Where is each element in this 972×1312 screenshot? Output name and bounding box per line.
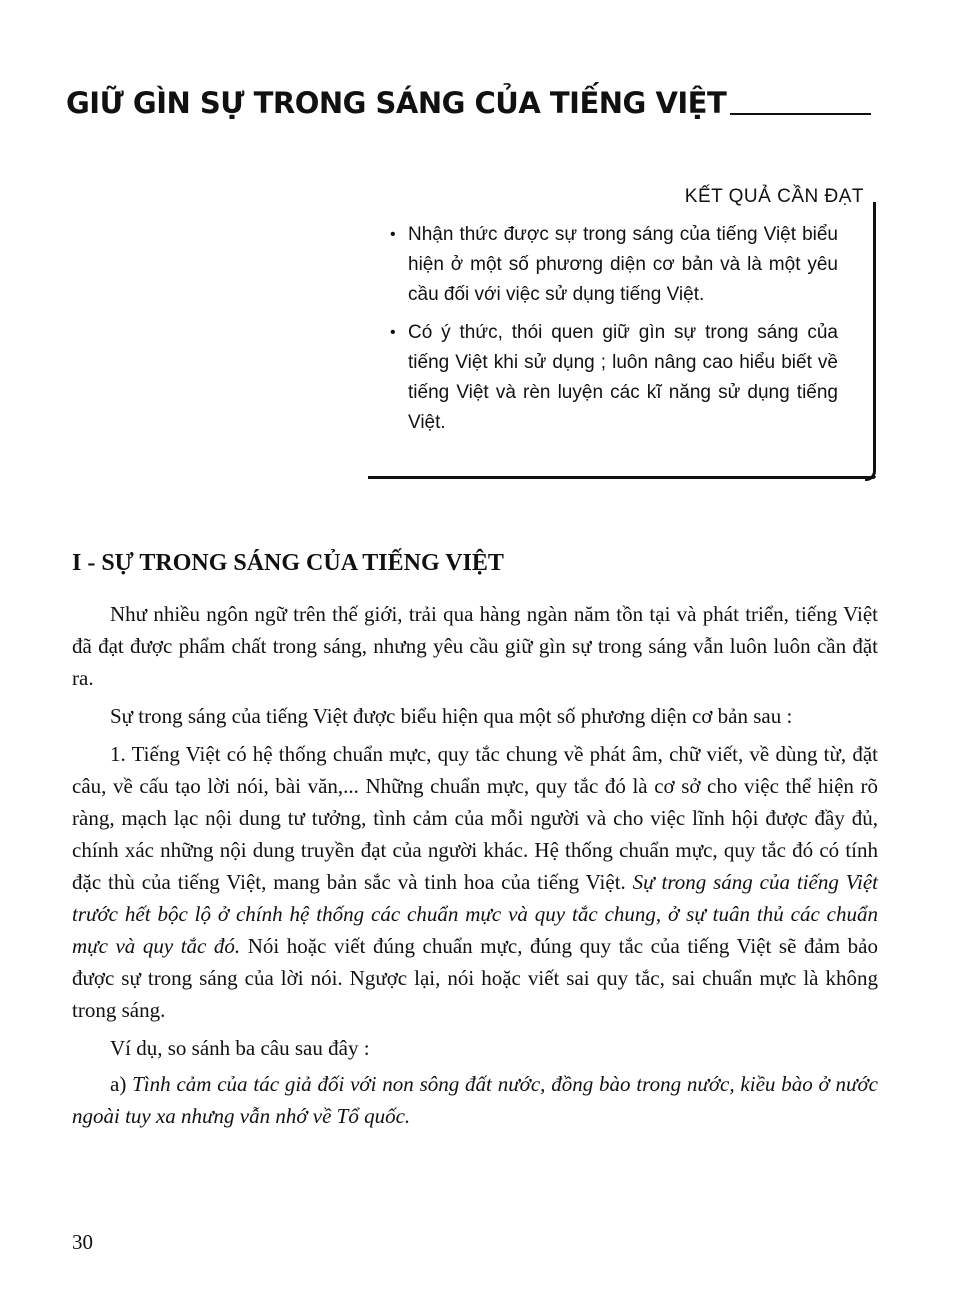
- bullet-icon: •: [390, 324, 396, 341]
- paragraph-text: 1. Tiếng Việt có hệ thống chuẩn mực, quy tắc chung về phát âm, chữ viết, về dùng từ, đặt câu, về cấu tạo lời nói, bài văn,... Những chuẩn mực, quy tắc đó là cơ sở cho việc thể hiện rõ ràng, mạch lạc nội dung tư tưởng, tình cảm của mỗi người và cho việc lĩnh hội được đầy đủ, chính xác những nội dung truyền đạt của người khác. Hệ thống chuẩn mực, quy tắc đó có tính đặc thù của tiếng Việt, mang bản sắc và tinh hoa của tiếng Việt.: [72, 742, 878, 894]
- page-number: 30: [72, 1230, 93, 1254]
- paragraph: [72, 738, 878, 1026]
- paragraph: Sự trong sáng của tiếng Việt được biểu hiện qua một số phương diện cơ bản sau :: [110, 704, 793, 728]
- paragraph: Ví dụ, so sánh ba câu sau đây :: [110, 1036, 370, 1060]
- body-text: [72, 598, 878, 1138]
- list-item: [390, 318, 838, 438]
- outcomes-frame-bottom: [368, 476, 876, 479]
- list-item: [390, 220, 838, 310]
- learning-outcomes-heading: KẾT QUẢ CẦN ĐẠT: [684, 186, 864, 207]
- page-title: [66, 78, 871, 124]
- example-a: [72, 1068, 878, 1132]
- learning-outcomes-box: [366, 178, 876, 488]
- example-label: a): [110, 1072, 133, 1096]
- example-text: Tình cảm của tác giả đối với non sông đất nước, đồng bào trong nước, kiều bào ở nước ngoài tuy xa nhưng vẫn nhớ về Tổ quốc.: [72, 1072, 878, 1128]
- paragraph-text: Nói hoặc viết đúng chuẩn mực, đúng quy tắc của tiếng Việt sẽ đảm bảo được sự trong sáng của lời nói. Ngược lại, nói hoặc viết sai quy tắc, sai chuẩn mực là không trong sáng.: [72, 934, 878, 1022]
- paragraph-emphasis: Sự trong sáng của tiếng Việt trước hết bộc lộ ở chính hệ thống các chuẩn mực và quy tắc chung, ở sự tuân thủ các chuẩn mực và quy tắc đó.: [72, 870, 878, 958]
- section-heading: I - SỰ TRONG SÁNG CỦA TIẾNG VIỆT: [72, 550, 504, 576]
- outcomes-frame-right: [865, 202, 876, 481]
- bullet-icon: •: [390, 226, 396, 243]
- learning-outcomes-list: [390, 220, 838, 446]
- list-item-text: Nhận thức được sự trong sáng của tiếng Việt biểu hiện ở một số phương diện cơ bản và là một yêu cầu đối với việc sử dụng tiếng Việt.: [408, 224, 838, 305]
- list-item-text: Có ý thức, thói quen giữ gìn sự trong sáng của tiếng Việt khi sử dụng ; luôn nâng cao hiểu biết về tiếng Việt và rèn luyện các kĩ năng sử dụng tiếng Việt.: [408, 322, 838, 433]
- paragraph: Như nhiều ngôn ngữ trên thế giới, trải qua hàng ngàn năm tồn tại và phát triển, tiếng Việt đã đạt được phẩm chất trong sáng, nhưng yêu cầu giữ gìn sự trong sáng vẫn luôn luôn cần đặt ra.: [72, 602, 878, 690]
- title-underline: [730, 113, 871, 115]
- page-title-text: GIỮ GÌN SỰ TRONG SÁNG CỦA TIẾNG VIỆT: [66, 86, 727, 120]
